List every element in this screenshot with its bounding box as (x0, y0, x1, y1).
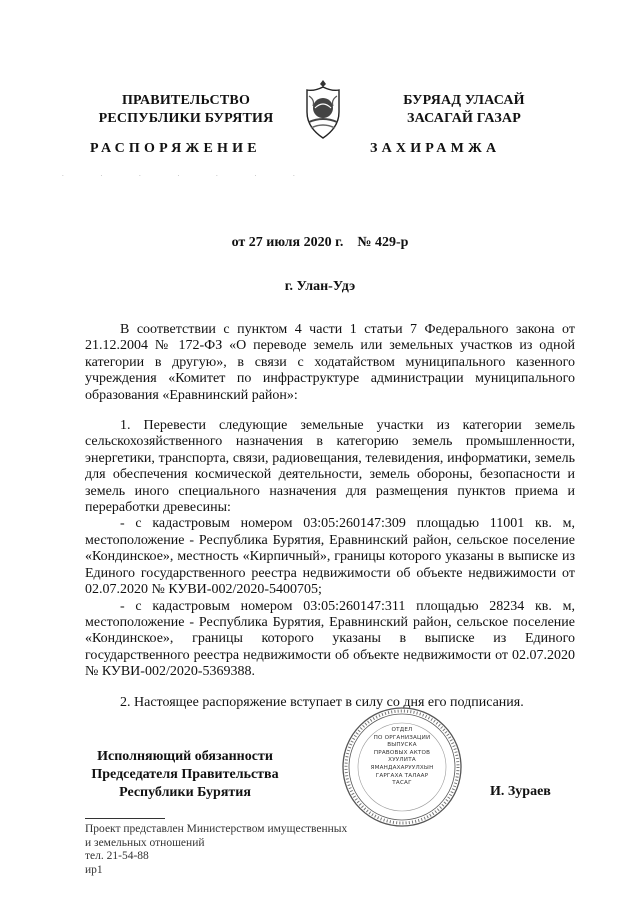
paragraph-sub2: - с кадастровым номером 03:05:260147:311 площадью 28234 кв. м, местоположение - Республика Бурятия, Еравнинский район, сельское поселение «Кондинское», границы которого указаны в выписке из Единого государственного реестра недвижимости об объекте недвижимости от 02.07.2020 № КУВИ-002/2020-5369388. (85, 598, 575, 680)
footer-phone: тел. 21-54-88 (85, 850, 149, 862)
paragraph-intro: В соответствии с пунктом 4 части 1 статьи 7 Федерального закона от 21.12.2004 № 172-ФЗ «О переводе земель или земельных участков из одной категории в другую», в связи с ходатайством муниципального казенного учреждения «Комитет по инфраструктуре администрации муниципального образования «Еравнинский район»: (85, 322, 575, 403)
stamp-line: ВЫПУСКА (387, 742, 417, 749)
doc-type-ru: РАСПОРЯЖЕНИЕ (90, 141, 261, 156)
gov-name-ru-line2: РЕСПУБЛИКИ БУРЯТИЯ (98, 111, 274, 126)
gov-name-bua-line2: ЗАСАГАЙ ГАЗАР (406, 111, 521, 126)
doc-body (85, 322, 575, 711)
footer-code: ир1 (85, 863, 103, 876)
signatory-title (85, 748, 285, 802)
stamp-center-text (360, 727, 444, 788)
signatory-title-line1: Исполняющий обязанности (97, 749, 273, 764)
footer-note (85, 823, 405, 877)
doc-date: от 27 июля 2020 г. (231, 235, 344, 250)
header-dotted-rule: . . . . . . . (62, 170, 295, 178)
doc-city: г. Улан-Удэ (284, 279, 356, 294)
stamp-line: ПРАВОВЫХ АКТОВ (373, 749, 431, 756)
stamp-line: ГАРГАХА ТАЛААР (375, 772, 429, 779)
gov-name-bua-line1: БУРЯАД УЛАСАЙ (403, 93, 525, 108)
stamp-line: ТАСАГ (392, 780, 412, 787)
gov-name-ru-line1: ПРАВИТЕЛЬСТВО (121, 93, 251, 108)
doc-type-bua: ЗАХИРАМЖА (370, 141, 501, 156)
signatory-name: И. Зураев (490, 784, 551, 799)
doc-number: № 429-р (357, 235, 409, 250)
gov-name-bua (340, 92, 588, 128)
paragraph-item2: 2. Настоящее распоряжение вступает в силу со дня его подписания. (120, 694, 524, 710)
stamp-line: ЯМАНДАХАРУУЛХЫН (370, 764, 434, 771)
gov-name-ru (62, 92, 310, 128)
footer-line1: Проект представлен Министерством имущественных (85, 823, 348, 835)
footer-rule (85, 818, 165, 819)
signatory-title-line2: Председателя Правительства (91, 767, 279, 782)
official-stamp (340, 705, 464, 829)
stamp-line: ПО ОРГАНИЗАЦИИ (373, 734, 431, 741)
signatory-title-line3: Республики Бурятия (119, 785, 251, 800)
coat-of-arms-emblem (295, 78, 351, 140)
stamp-line: ОТДЕЛ (391, 727, 413, 733)
paragraph-item1: 1. Перевести следующие земельные участки из категории земель сельскохозяйственного назначения в категорию земель промышленности, энергетики, транспорта, связи, радиовещания, телевидения, информатики, земель для обеспечения космической деятельности, земель обороны, безопасности и земель иного специального назначения для размещения пунктов приема и переработки древесины: (85, 418, 575, 516)
paragraph-sub1: - с кадастровым номером 03:05:260147:309 площадью 11001 кв. м, местоположение - Республика Бурятия, Еравнинский район, сельское поселение «Кондинское», местность «Кирпичный», границы которого указаны в выписке из Единого государственного реестра недвижимости об объекте недвижимости от 02.07.2020 № КУВИ-002/2020-5400705; (85, 516, 575, 598)
stamp-line: ХУУЛИТА (388, 757, 416, 764)
doc-date-number (0, 235, 640, 251)
footer-line2: и земельных отношений (85, 836, 205, 849)
